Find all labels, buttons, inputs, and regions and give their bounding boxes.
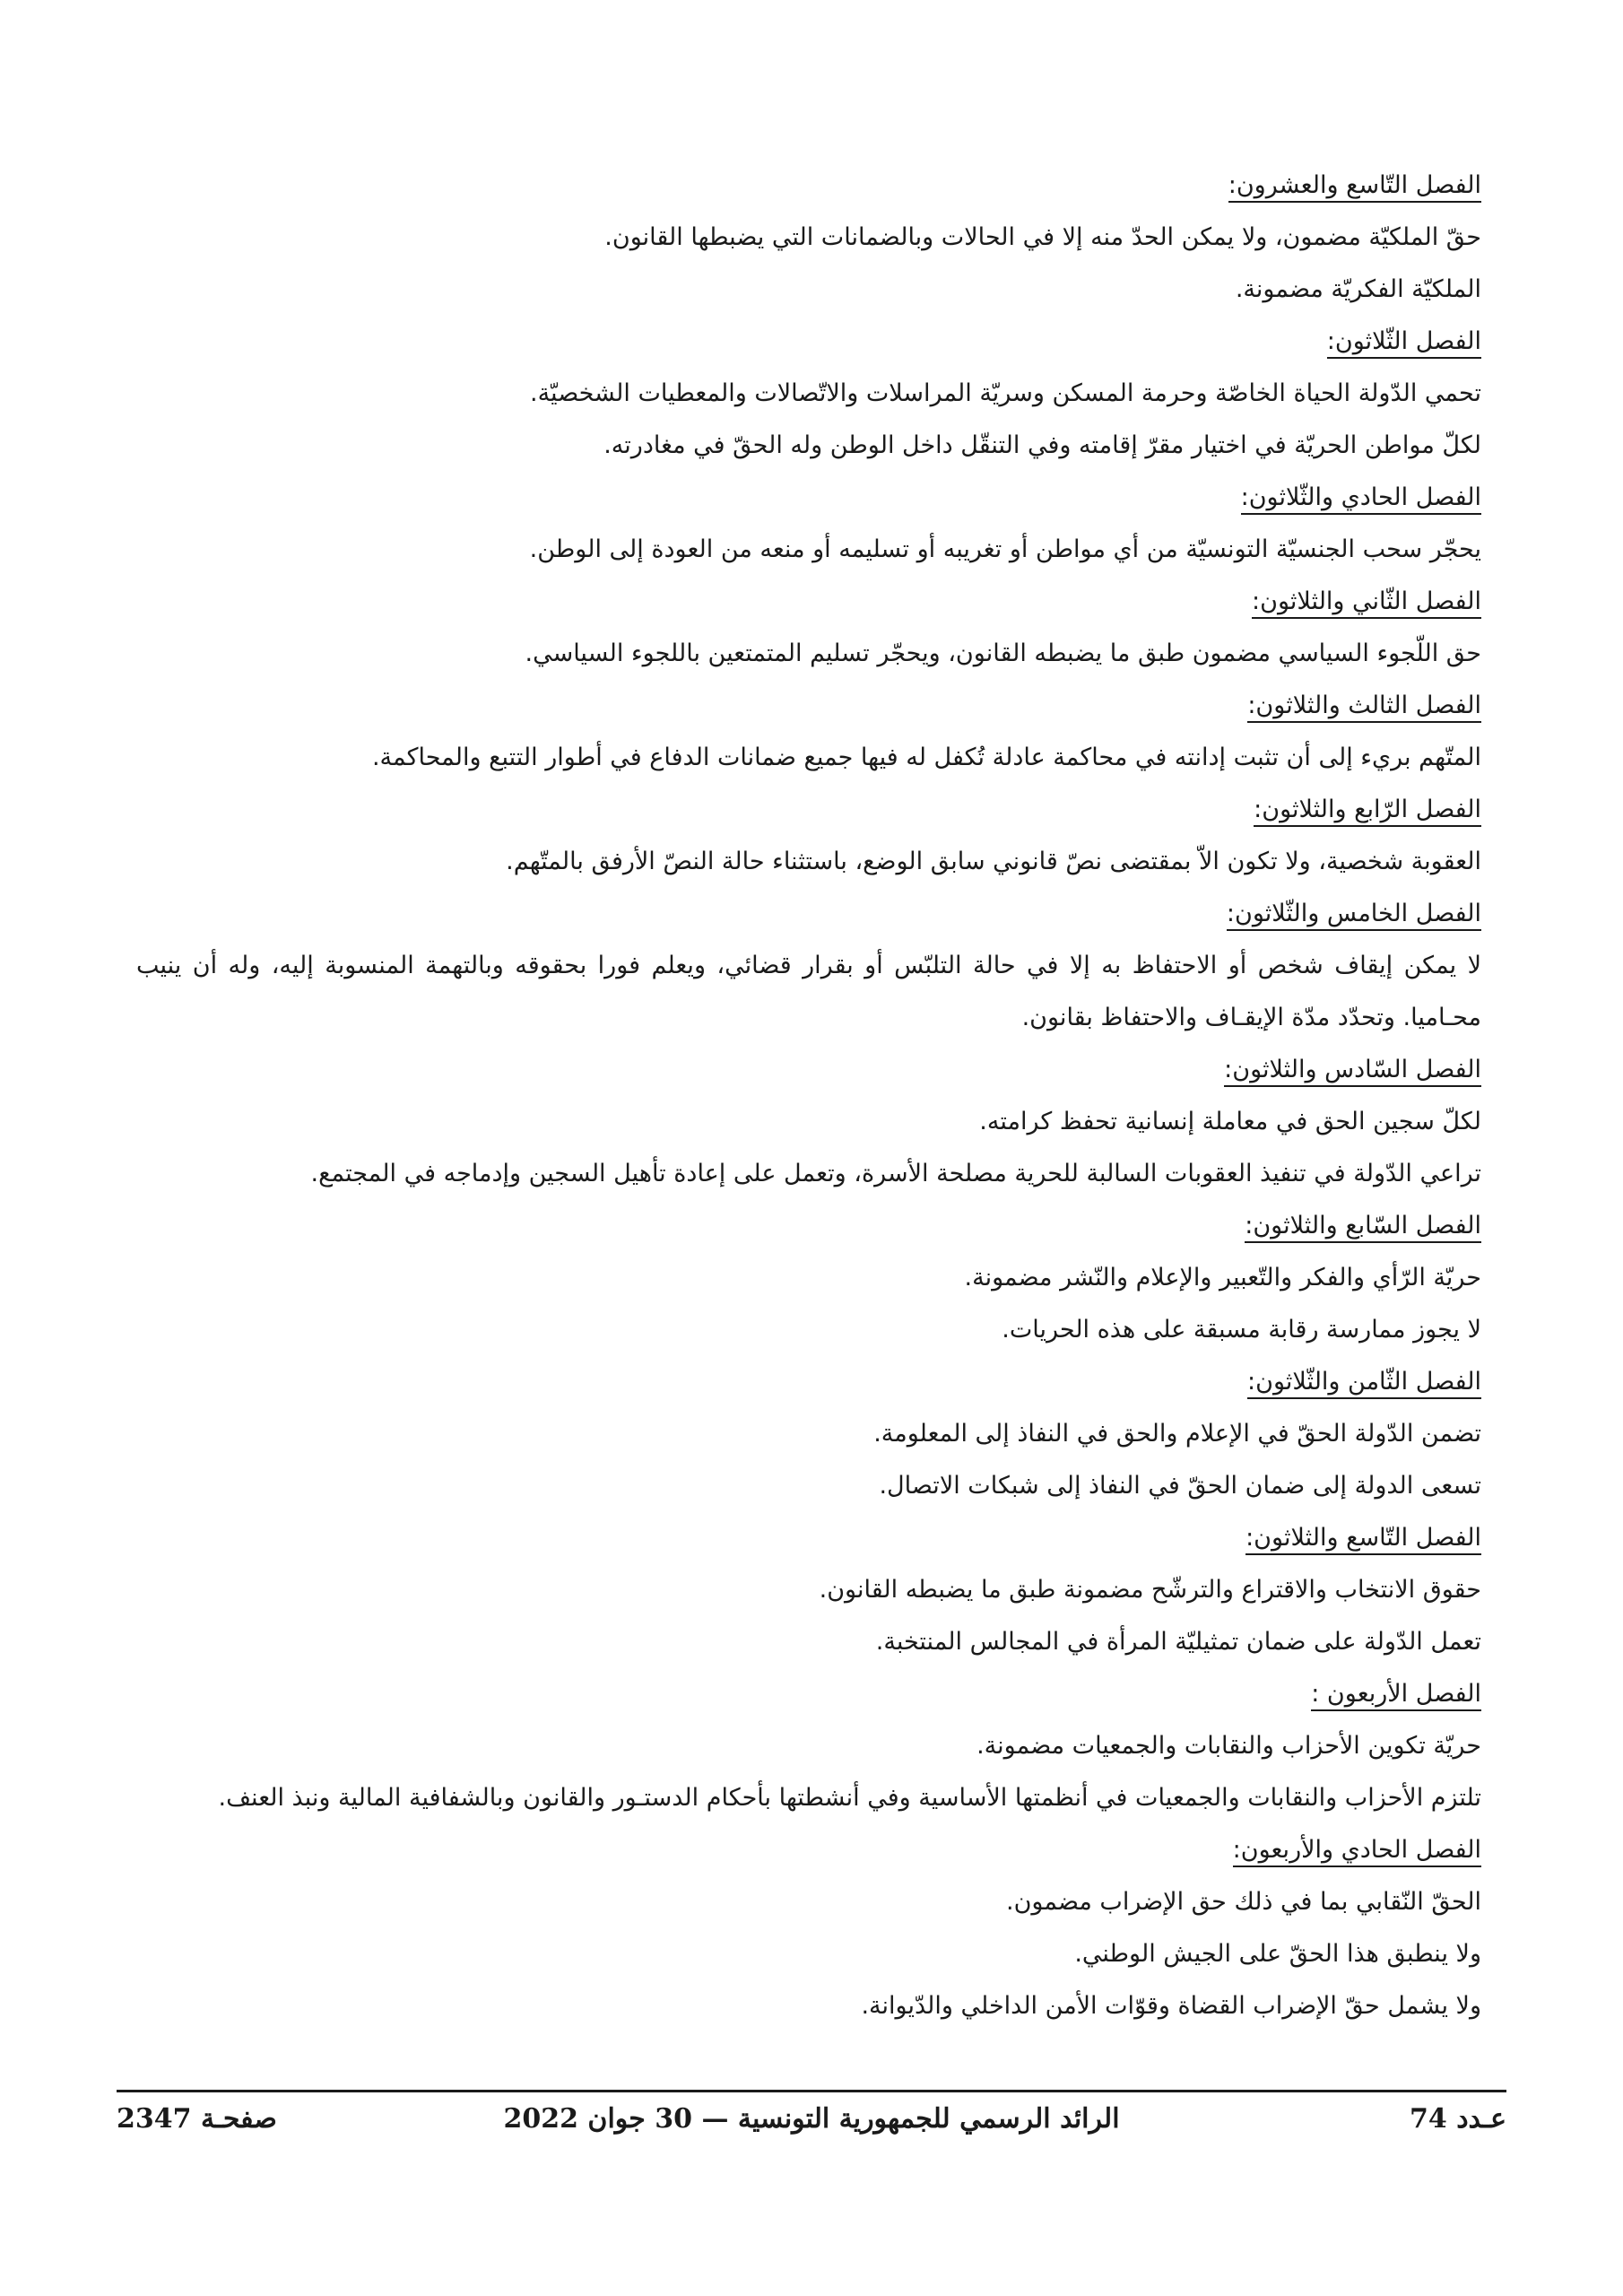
article-heading (136, 472, 1481, 524)
article-heading (136, 888, 1481, 940)
issue-number: عـدد 74 (1410, 2103, 1506, 2135)
paragraph: العقوبة شخصية، ولا تكون الاّ بمقتضى نصّ قانوني سابق الوضع، باستثناء حالة النصّ الأرفق بالمتّهم. (506, 848, 1481, 875)
article-heading-text: الفصل التّاسع والثلاثون: (1245, 1524, 1481, 1555)
article-heading (136, 1356, 1481, 1408)
article-heading (136, 784, 1481, 836)
article-heading (136, 316, 1481, 368)
article-heading-text: الفصل السّابع والثلاثون: (1245, 1212, 1481, 1243)
article-heading-text: الفصل الخامس والثّلاثون: (1227, 900, 1481, 931)
article-heading-text: الفصل الثالث والثلاثون: (1247, 691, 1481, 723)
paragraph: حريّة تكوين الأحزاب والنقابات والجمعيات مضمونة. (976, 1732, 1481, 1760)
paragraph: ولا يشمل حقّ الإضراب القضاة وقوّات الأمن الداخلي والدّيوانة. (861, 1992, 1481, 2020)
article-heading (136, 576, 1481, 628)
document-body (136, 160, 1481, 2032)
page-number: صفحـة 2347 (117, 2103, 277, 2135)
paragraph: لا يجوز ممارسة رقابة مسبقة على هذه الحريات. (1002, 1316, 1481, 1344)
paragraph: لكلّ مواطن الحريّة في اختيار مقرّ إقامته وفي التنقّل داخل الوطن وله الحقّ في مغادرته. (603, 431, 1481, 459)
paragraph: المتّهم بريء إلى أن تثبت إدانته في محاكمة عادلة تُكفل له فيها جميع ضمانات الدفاع في أطوار التتبع والمحاكمة. (371, 744, 1481, 771)
paragraph: الحقّ النّقابي بما في ذلك حق الإضراب مضمون. (1006, 1888, 1481, 1916)
paragraph: حقّ الملكيّة مضمون، ولا يمكن الحدّ منه إلا في الحالات وبالضمانات التي يضبطها القانون. (604, 223, 1481, 251)
article-heading (136, 1512, 1481, 1564)
paragraph: تراعي الدّولة في تنفيذ العقوبات السالبة للحرية مصلحة الأسرة، وتعمل على إعادة تأهيل السجين وإدماجه في المجتمع. (310, 1160, 1481, 1187)
article-heading-text: الفصل الثّامن والثّلاثون: (1247, 1368, 1481, 1399)
paragraph: تحمي الدّولة الحياة الخاصّة وحرمة المسكن وسريّة المراسلات والاتّصالات والمعطيات الشخصيّة. (530, 379, 1481, 407)
article-heading-text: الفصل الرّابع والثلاثون: (1254, 796, 1481, 827)
paragraph: ولا ينطبق هذا الحقّ على الجيش الوطني. (1074, 1940, 1481, 1968)
paragraph: حريّة الرّأي والفكر والتّعبير والإعلام والنّشر مضمونة. (964, 1264, 1481, 1292)
article-heading-text: الفصل الثّلاثون: (1327, 327, 1481, 359)
article-heading-text: الفصل السّادس والثلاثون: (1224, 1056, 1481, 1087)
paragraph: تلتزم الأحزاب والنقابات والجمعيات في أنظمتها الأساسية وفي أنشطتها بأحكام الدستـور والقانون وبالشفافية المالية ونبذ العنف. (218, 1784, 1481, 1812)
paragraph: حقوق الانتخاب والاقتراع والترشّح مضمونة طبق ما يضبطه القانون. (819, 1576, 1481, 1604)
paragraph: يحجّر سحب الجنسيّة التونسيّة من أي مواطن أو تغريبه أو تسليمه أو منعه من العودة إلى الوطن. (529, 535, 1481, 563)
article-heading-text: الفصل الحادي والأربعون: (1233, 1836, 1481, 1867)
paragraph: تعمل الدّولة على ضمان تمثيليّة المرأة في المجالس المنتخبة. (875, 1628, 1481, 1656)
paragraph: تضمن الدّولة الحقّ في الإعلام والحق في النفاذ إلى المعلومة. (873, 1420, 1481, 1448)
article-heading (136, 1200, 1481, 1252)
article-heading-text: الفصل الحادي والثّلاثون: (1241, 483, 1481, 515)
paragraph: الملكيّة الفكريّة مضمونة. (1235, 275, 1481, 303)
footer-divider (117, 2090, 1506, 2092)
page-footer (117, 2097, 1506, 2142)
paragraph: تسعى الدولة إلى ضمان الحقّ في النفاذ إلى شبكات الاتصال. (879, 1472, 1481, 1500)
article-heading (136, 1044, 1481, 1096)
paragraph: لكلّ سجين الحق في معاملة إنسانية تحفظ كرامته. (979, 1108, 1481, 1135)
article-heading-text: الفصل الأربعون : (1311, 1680, 1481, 1711)
paragraph: لا يمكن إيقاف شخص أو الاحتفاظ به إلا في حالة التلبّس أو بقرار قضائي، ويعلم فورا بحقوقه وبالتهمة المنسوبة إليه، وله أن ينيب محـاميا. وتحدّد مدّة الإيقـاف والاحتفاظ بقانون. (136, 952, 1481, 1031)
article-heading (136, 160, 1481, 212)
article-heading (136, 680, 1481, 732)
article-heading-text: الفصل الثّاني والثلاثون: (1252, 587, 1481, 619)
article-heading (136, 1824, 1481, 1876)
paragraph: حق اللّجوء السياسي مضمون طبق ما يضبطه القانون، ويحجّر تسليم المتمتعين باللجوء السياسي. (525, 639, 1481, 667)
article-heading-text: الفصل التّاسع والعشرون: (1228, 171, 1481, 203)
journal-title-date: الرائد الرسمي للجمهورية التونسية — 30 جوان 2022 (503, 2103, 1120, 2135)
article-heading (136, 1668, 1481, 1720)
